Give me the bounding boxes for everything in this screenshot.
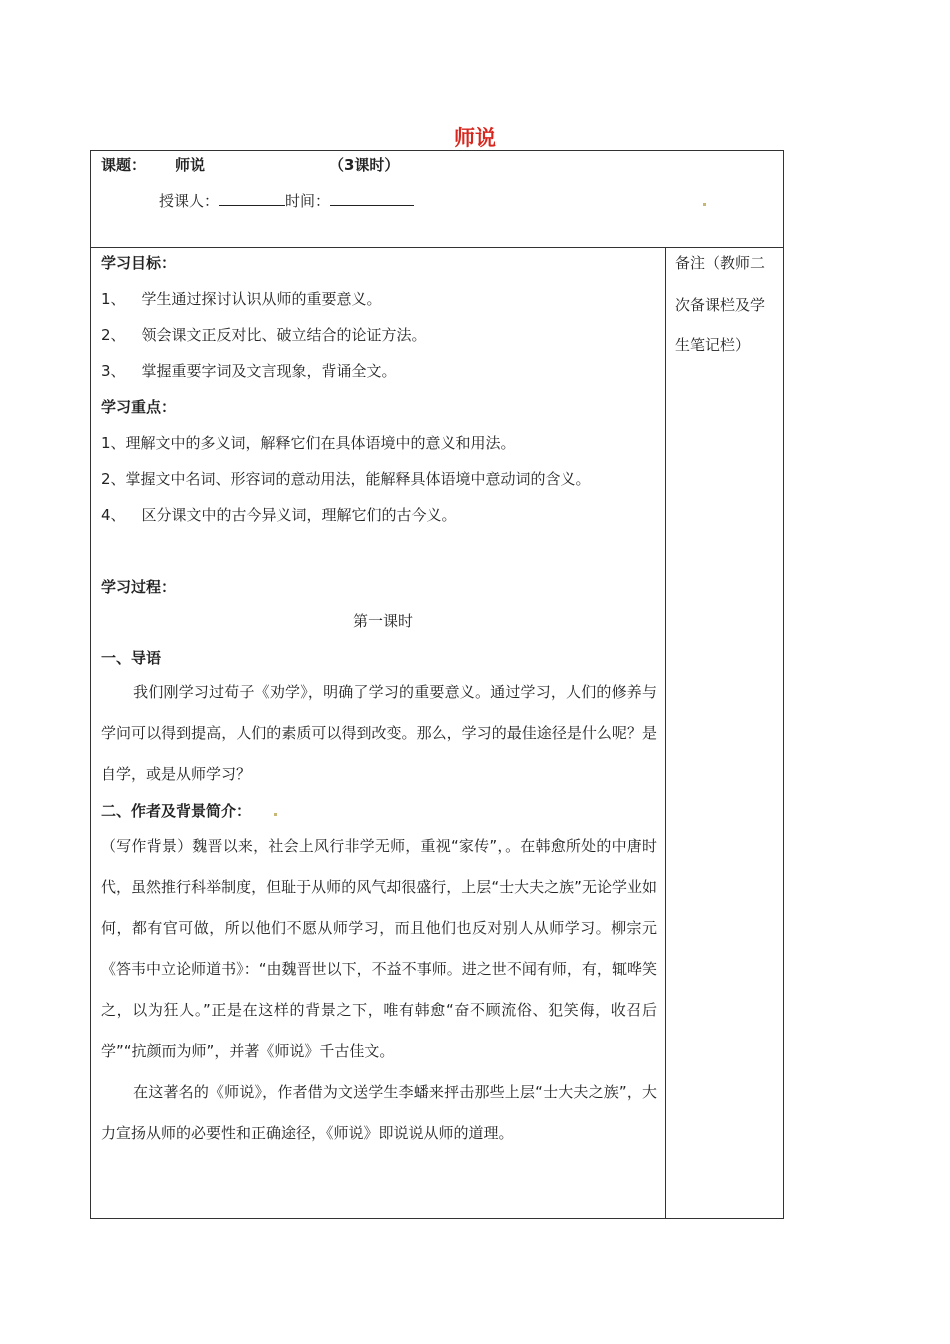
stray-mark <box>703 203 706 206</box>
objective-2 <box>101 325 427 345</box>
notes-line-2: 次备课栏及学 <box>675 296 766 314</box>
teacher-row <box>159 191 414 211</box>
objective-text: 领会课文正反对比、破立结合的论证方法。 <box>141 326 427 344</box>
objective-1 <box>101 289 382 309</box>
teacher-blank[interactable] <box>219 191 285 206</box>
objective-text: 学生通过探讨认识从师的重要意义。 <box>141 290 382 308</box>
background-heading: 二、作者及背景简介： <box>101 802 252 820</box>
document-title: 师说 <box>454 126 496 150</box>
objective-num: 2、 <box>101 326 126 344</box>
notes-line-3: 生笔记栏） <box>675 336 751 354</box>
background-text: （写作背景）魏晋以来，社会上风行非学无师，重视“家传”，。在韩愈所处的中唐时代，虽然推行科举制度，但耻于从师的风气却很盛行，上层“士大夫之族”无论学业如何，都有官可做，所以他们不愿从师学习，而且他们也反对别人从师学习。柳宗元《答韦中立论师道书》：“由魏晋世以下，不益不事师。进之世不闻有师，有，辄哗笑之，以为狂人。”正是在这样的背景之下，唯有韩愈“奋不顾流俗、犯笑侮，收召后学”“抗颜而为师”，并著《师说》千古佳文。 <box>101 837 657 1060</box>
objective-text: 掌握重要字词及文言现象，背诵全文。 <box>141 362 397 380</box>
focus-item-1: 1、理解文中的多义词，解释它们在具体语境中的意义和用法。 <box>101 434 516 452</box>
lesson-table <box>90 150 784 1219</box>
focus-heading: 学习重点： <box>101 398 177 416</box>
header-divider <box>91 247 783 248</box>
focus-item-4 <box>101 505 457 525</box>
stray-mark <box>274 813 277 816</box>
background-paragraph <box>101 826 657 1072</box>
intro-paragraph <box>101 672 657 795</box>
column-divider <box>665 247 666 1218</box>
objectives-heading: 学习目标： <box>101 254 177 272</box>
teacher-label: 授课人： <box>159 192 220 210</box>
focus-num: 4、 <box>101 506 126 524</box>
notes-line-1: 备注（教师二 <box>675 254 766 272</box>
time-label: 时间： <box>285 192 331 210</box>
topic-label: 课题： <box>101 156 147 174</box>
hours-value: （3课时） <box>329 156 400 174</box>
intro-heading: 一、导语 <box>101 649 162 667</box>
focus-item-2: 2、掌握文中名词、形容词的意动用法，能解释具体语境中意动词的含义。 <box>101 470 591 488</box>
process-heading: 学习过程： <box>101 578 177 596</box>
intro-text: 我们刚学习过荀子《劝学》，明确了学习的重要意义。通过学习，人们的修养与学问可以得到提高，人们的素质可以得到改变。那么，学习的最佳途径是什么呢？是自学，或是从师学习？ <box>101 683 657 783</box>
background-paragraph-2 <box>101 1072 657 1154</box>
background-text-2: 在这著名的《师说》，作者借为文送学生李蟠来抨击那些上层“士大夫之族”，大力宣扬从师的必要性和正确途径，《师说》即说说从师的道理。 <box>101 1083 657 1142</box>
objective-3 <box>101 361 397 381</box>
objective-num: 1、 <box>101 290 126 308</box>
lesson-label: 第一课时 <box>353 612 414 630</box>
focus-text: 区分课文中的古今异义词，理解它们的古今义。 <box>141 506 457 524</box>
topic-value: 师说 <box>175 156 206 174</box>
objective-num: 3、 <box>101 362 126 380</box>
time-blank[interactable] <box>330 191 414 206</box>
